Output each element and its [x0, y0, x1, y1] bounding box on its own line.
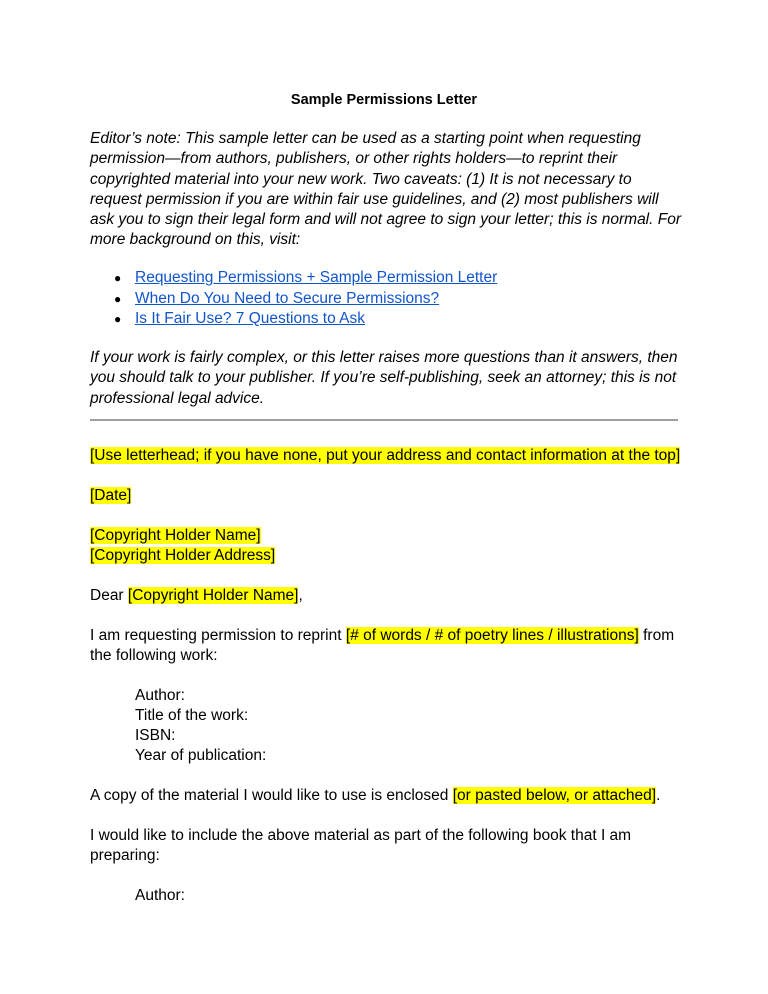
salutation	[90, 586, 685, 606]
copy-highlight: [or pasted below, or attached]	[452, 787, 657, 804]
copy-prefix: A copy of the material I would like to use is enclosed	[90, 787, 453, 804]
document-title: Sample Permissions Letter	[290, 92, 478, 108]
list-item	[90, 289, 497, 310]
letterhead-placeholder	[90, 446, 685, 466]
holder-name-highlight: [Copyright Holder Name]	[90, 527, 261, 544]
resource-links-list	[90, 268, 497, 330]
link-is-it-fair-use[interactable]: Is It Fair Use? 7 Questions to Ask	[135, 310, 366, 327]
link-when-secure-permissions[interactable]: When Do You Need to Secure Permissions?	[135, 289, 440, 307]
request-paragraph	[90, 626, 685, 667]
source-year-field: Year of publication:	[135, 747, 267, 764]
bullet-icon: ●	[114, 271, 122, 285]
list-item	[90, 268, 497, 289]
list-item	[90, 309, 497, 330]
source-author-field: Author:	[135, 687, 185, 704]
request-suffix: from the following work:	[90, 627, 675, 665]
link-requesting-permissions[interactable]: Requesting Permissions + Sample Permission Letter	[135, 269, 498, 286]
editors-note: Editor’s note: This sample letter can be used as a starting point when requesting permission—from authors, publishers, or other rights holders—to reprint their copyrighted material into your new work. Two caveats: (1) It is not necessary to request permission if you are within fair use guidelines, and (2) most publishers will ask you to sign their legal form and will not agree to sign your letter; this is normal. For more background on this, visit:	[90, 130, 681, 249]
date-highlight: [Date]	[90, 487, 132, 504]
include-paragraph: I would like to include the above material as part of the following book that I am preparing:	[90, 827, 632, 865]
salutation-prefix: Dear	[90, 587, 128, 604]
copy-paragraph	[90, 786, 685, 806]
salutation-suffix: ,	[298, 587, 303, 604]
holder-name-placeholder	[90, 526, 685, 546]
bullet-icon: ●	[114, 291, 122, 306]
request-highlight: [# of words / # of poetry lines / illustrations]	[345, 627, 639, 644]
horizontal-divider	[90, 419, 678, 421]
copy-suffix: .	[656, 787, 661, 804]
book-author-field: Author:	[135, 887, 185, 904]
bullet-icon: ●	[114, 312, 122, 326]
date-placeholder	[90, 486, 685, 506]
holder-address-placeholder	[90, 546, 685, 566]
letterhead-highlight: [Use letterhead; if you have none, put your address and contact information at the top]	[90, 447, 681, 464]
salutation-name-highlight: [Copyright Holder Name]	[127, 587, 299, 604]
source-isbn-field: ISBN:	[135, 727, 176, 744]
holder-address-highlight: [Copyright Holder Address]	[90, 547, 276, 564]
complex-work-note: If your work is fairly complex, or this letter raises more questions than it answers, then you should talk to your publisher. If you’re self-publishing, seek an attorney; this is not professional legal advice.	[90, 349, 678, 407]
source-title-field: Title of the work:	[135, 707, 249, 724]
request-prefix: I am requesting permission to reprint	[90, 627, 346, 644]
